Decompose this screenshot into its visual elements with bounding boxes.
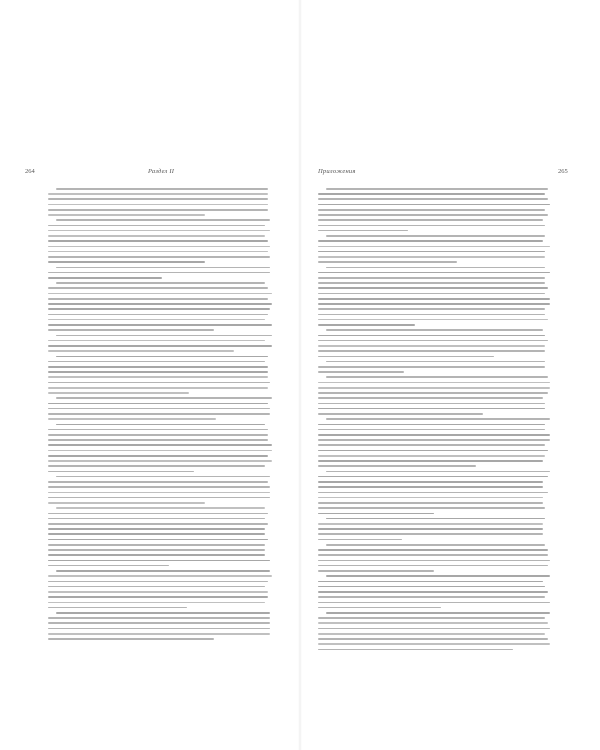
text-line bbox=[48, 602, 265, 604]
paragraph bbox=[318, 361, 550, 373]
text-line bbox=[48, 240, 268, 242]
text-line bbox=[48, 319, 265, 321]
text-line bbox=[48, 455, 268, 457]
text-line bbox=[48, 633, 270, 635]
paragraph bbox=[48, 397, 272, 420]
text-line bbox=[48, 533, 265, 535]
text-line bbox=[48, 429, 268, 431]
paragraph bbox=[48, 507, 272, 566]
text-line bbox=[48, 366, 268, 368]
paragraph bbox=[48, 219, 272, 262]
text-line bbox=[48, 486, 270, 488]
paragraph bbox=[318, 518, 550, 541]
text-line bbox=[48, 544, 265, 546]
text-line bbox=[326, 418, 550, 420]
text-line bbox=[318, 507, 545, 509]
paragraph bbox=[318, 471, 550, 514]
paragraph-text bbox=[48, 282, 49, 283]
text-line bbox=[318, 622, 548, 624]
text-line bbox=[56, 219, 270, 221]
paragraph bbox=[48, 188, 272, 216]
text-line bbox=[318, 554, 548, 556]
text-line bbox=[48, 502, 205, 504]
text-line bbox=[48, 408, 270, 410]
text-line bbox=[318, 335, 545, 337]
text-line bbox=[326, 471, 550, 473]
text-line bbox=[48, 298, 268, 300]
text-line bbox=[318, 581, 543, 583]
paragraph bbox=[318, 418, 550, 467]
text-line bbox=[318, 277, 545, 279]
text-line bbox=[318, 397, 543, 399]
paragraph-text bbox=[318, 575, 319, 576]
text-line bbox=[48, 628, 270, 630]
text-line bbox=[48, 376, 268, 378]
text-line bbox=[48, 277, 162, 279]
text-line bbox=[326, 518, 545, 520]
text-line bbox=[48, 554, 265, 556]
text-line bbox=[48, 198, 268, 200]
text-line bbox=[48, 214, 205, 216]
text-line bbox=[56, 476, 270, 478]
text-line bbox=[48, 230, 270, 232]
text-line bbox=[318, 486, 543, 488]
page-number: 265 bbox=[558, 168, 568, 175]
text-line bbox=[48, 622, 270, 624]
text-line bbox=[56, 424, 265, 426]
text-line bbox=[48, 471, 194, 473]
text-line bbox=[48, 235, 265, 237]
text-line bbox=[318, 502, 543, 504]
text-line bbox=[318, 539, 402, 541]
paragraph-text bbox=[318, 612, 319, 613]
paragraph-text bbox=[48, 267, 49, 268]
text-line bbox=[318, 533, 543, 535]
text-line bbox=[48, 617, 270, 619]
text-line bbox=[318, 429, 545, 431]
text-line bbox=[318, 382, 550, 384]
paragraph bbox=[318, 267, 550, 326]
text-line bbox=[318, 617, 545, 619]
text-line bbox=[48, 340, 265, 342]
text-line bbox=[318, 387, 550, 389]
text-line bbox=[56, 570, 270, 572]
paragraph-text bbox=[48, 188, 49, 189]
text-line bbox=[48, 261, 205, 263]
text-line bbox=[318, 272, 550, 274]
text-line bbox=[318, 465, 476, 467]
paragraph bbox=[48, 356, 272, 394]
text-line bbox=[48, 575, 272, 577]
text-line bbox=[56, 282, 265, 284]
text-line bbox=[326, 612, 550, 614]
text-line bbox=[318, 350, 545, 352]
text-line bbox=[48, 434, 268, 436]
text-line bbox=[326, 235, 545, 237]
text-line bbox=[48, 565, 169, 567]
right-page bbox=[300, 0, 600, 750]
paragraph-text bbox=[48, 476, 49, 477]
text-line bbox=[48, 460, 272, 462]
paragraph-text bbox=[318, 235, 319, 236]
paragraph-text bbox=[318, 418, 319, 419]
text-line bbox=[318, 523, 543, 525]
text-line bbox=[48, 523, 268, 525]
left-text-block bbox=[48, 188, 272, 643]
text-line bbox=[318, 230, 408, 232]
text-line bbox=[318, 413, 483, 415]
paragraph-text bbox=[48, 570, 49, 571]
text-line bbox=[318, 219, 543, 221]
text-line bbox=[326, 544, 545, 546]
text-line bbox=[318, 439, 550, 441]
running-head: Раздел II bbox=[148, 168, 175, 175]
paragraph-text bbox=[318, 329, 319, 330]
text-line bbox=[318, 570, 434, 572]
text-line bbox=[318, 204, 550, 206]
paragraph bbox=[318, 188, 550, 231]
paragraph-text bbox=[48, 397, 49, 398]
text-line bbox=[48, 293, 272, 295]
text-line bbox=[318, 628, 550, 630]
text-line bbox=[56, 356, 268, 358]
paragraph-text bbox=[318, 518, 319, 519]
text-line bbox=[318, 214, 548, 216]
paragraph bbox=[48, 267, 272, 279]
text-line bbox=[326, 188, 548, 190]
text-line bbox=[48, 303, 272, 305]
text-line bbox=[318, 643, 550, 645]
text-line bbox=[318, 392, 548, 394]
text-line bbox=[48, 539, 268, 541]
text-line bbox=[48, 444, 272, 446]
paragraph bbox=[48, 335, 272, 352]
text-line bbox=[326, 361, 545, 363]
paragraph-text bbox=[48, 507, 49, 508]
text-line bbox=[48, 361, 265, 363]
text-line bbox=[318, 633, 545, 635]
text-line bbox=[318, 408, 545, 410]
text-line bbox=[318, 193, 545, 195]
text-line bbox=[318, 366, 545, 368]
text-line bbox=[318, 560, 550, 562]
text-line bbox=[48, 560, 270, 562]
text-line bbox=[318, 225, 545, 227]
text-line bbox=[318, 528, 543, 530]
text-line bbox=[318, 298, 550, 300]
text-line bbox=[48, 481, 268, 483]
text-line bbox=[318, 497, 543, 499]
text-line bbox=[318, 444, 545, 446]
text-line bbox=[56, 335, 272, 337]
text-line bbox=[56, 612, 270, 614]
text-line bbox=[56, 397, 272, 399]
text-line bbox=[318, 591, 548, 593]
text-line bbox=[318, 314, 545, 316]
text-line bbox=[318, 638, 548, 640]
text-line bbox=[56, 267, 270, 269]
text-line bbox=[326, 329, 543, 331]
text-line bbox=[48, 382, 270, 384]
page-number: 264 bbox=[25, 168, 35, 175]
text-line bbox=[326, 575, 550, 577]
text-line bbox=[48, 209, 268, 211]
text-line bbox=[318, 450, 548, 452]
paragraph bbox=[48, 612, 272, 640]
text-line bbox=[318, 586, 545, 588]
text-line bbox=[48, 256, 270, 258]
paragraph bbox=[318, 544, 550, 572]
text-line bbox=[48, 308, 270, 310]
paragraph bbox=[48, 476, 272, 504]
text-line bbox=[48, 596, 268, 598]
text-line bbox=[48, 345, 272, 347]
text-line bbox=[48, 392, 189, 394]
text-line bbox=[318, 293, 545, 295]
text-line bbox=[318, 324, 415, 326]
text-line bbox=[318, 287, 548, 289]
text-line bbox=[318, 345, 545, 347]
paragraph-text bbox=[318, 471, 319, 472]
text-line bbox=[318, 261, 457, 263]
text-line bbox=[318, 251, 545, 253]
text-line bbox=[48, 450, 272, 452]
text-line bbox=[318, 492, 548, 494]
running-head: Приложения bbox=[318, 168, 356, 175]
text-line bbox=[48, 371, 268, 373]
text-line bbox=[318, 256, 545, 258]
paragraph bbox=[48, 282, 272, 331]
text-line bbox=[326, 267, 545, 269]
text-line bbox=[48, 272, 270, 274]
text-line bbox=[48, 465, 265, 467]
text-line bbox=[318, 602, 550, 604]
text-line bbox=[48, 497, 270, 499]
text-line bbox=[318, 303, 550, 305]
text-line bbox=[318, 282, 545, 284]
text-line bbox=[48, 549, 265, 551]
text-line bbox=[48, 324, 272, 326]
text-line bbox=[318, 596, 545, 598]
text-line bbox=[48, 413, 270, 415]
paragraph-text bbox=[48, 424, 49, 425]
text-line bbox=[318, 549, 548, 551]
text-line bbox=[48, 591, 268, 593]
text-line bbox=[48, 314, 268, 316]
paragraph bbox=[318, 235, 550, 263]
paragraph bbox=[318, 376, 550, 414]
text-line bbox=[48, 246, 270, 248]
paragraph bbox=[48, 424, 272, 473]
text-line bbox=[48, 492, 270, 494]
text-line bbox=[48, 329, 214, 331]
text-line bbox=[48, 586, 265, 588]
right-text-block bbox=[318, 188, 550, 654]
text-line bbox=[48, 607, 187, 609]
text-line bbox=[318, 209, 545, 211]
paragraph-text bbox=[318, 188, 319, 189]
text-line bbox=[326, 376, 548, 378]
text-line bbox=[318, 356, 494, 358]
text-line bbox=[48, 439, 268, 441]
text-line bbox=[318, 434, 550, 436]
paragraph bbox=[318, 329, 550, 357]
text-line bbox=[48, 638, 214, 640]
text-line bbox=[48, 581, 268, 583]
text-line bbox=[48, 251, 268, 253]
text-line bbox=[318, 455, 545, 457]
paragraph-text bbox=[318, 544, 319, 545]
text-line bbox=[318, 403, 545, 405]
text-line bbox=[48, 287, 268, 289]
text-line bbox=[48, 204, 268, 206]
text-line bbox=[318, 513, 434, 515]
paragraph bbox=[318, 575, 550, 608]
text-line bbox=[318, 308, 545, 310]
text-line bbox=[48, 513, 268, 515]
text-line bbox=[318, 424, 545, 426]
paragraph-text bbox=[48, 612, 49, 613]
text-line bbox=[56, 188, 268, 190]
paragraph-text bbox=[48, 356, 49, 357]
text-line bbox=[318, 240, 543, 242]
text-line bbox=[318, 340, 548, 342]
text-line bbox=[48, 528, 265, 530]
text-line bbox=[318, 198, 548, 200]
text-line bbox=[318, 371, 404, 373]
text-line bbox=[318, 481, 543, 483]
text-line bbox=[48, 418, 216, 420]
paragraph-text bbox=[48, 219, 49, 220]
text-line bbox=[48, 225, 265, 227]
paragraph bbox=[48, 570, 272, 608]
text-line bbox=[318, 649, 513, 651]
text-line bbox=[48, 387, 268, 389]
paragraph-text bbox=[318, 376, 319, 377]
text-line bbox=[318, 246, 550, 248]
text-line bbox=[48, 350, 234, 352]
paragraph-text bbox=[48, 335, 49, 336]
text-line bbox=[48, 403, 268, 405]
text-line bbox=[56, 507, 265, 509]
text-line bbox=[318, 460, 543, 462]
paragraph-text bbox=[318, 267, 319, 268]
text-line bbox=[48, 193, 268, 195]
text-line bbox=[48, 518, 265, 520]
text-line bbox=[318, 476, 548, 478]
text-line bbox=[318, 565, 548, 567]
text-line bbox=[318, 607, 441, 609]
paragraph-text bbox=[318, 361, 319, 362]
text-line bbox=[318, 319, 548, 321]
paragraph bbox=[318, 612, 550, 650]
